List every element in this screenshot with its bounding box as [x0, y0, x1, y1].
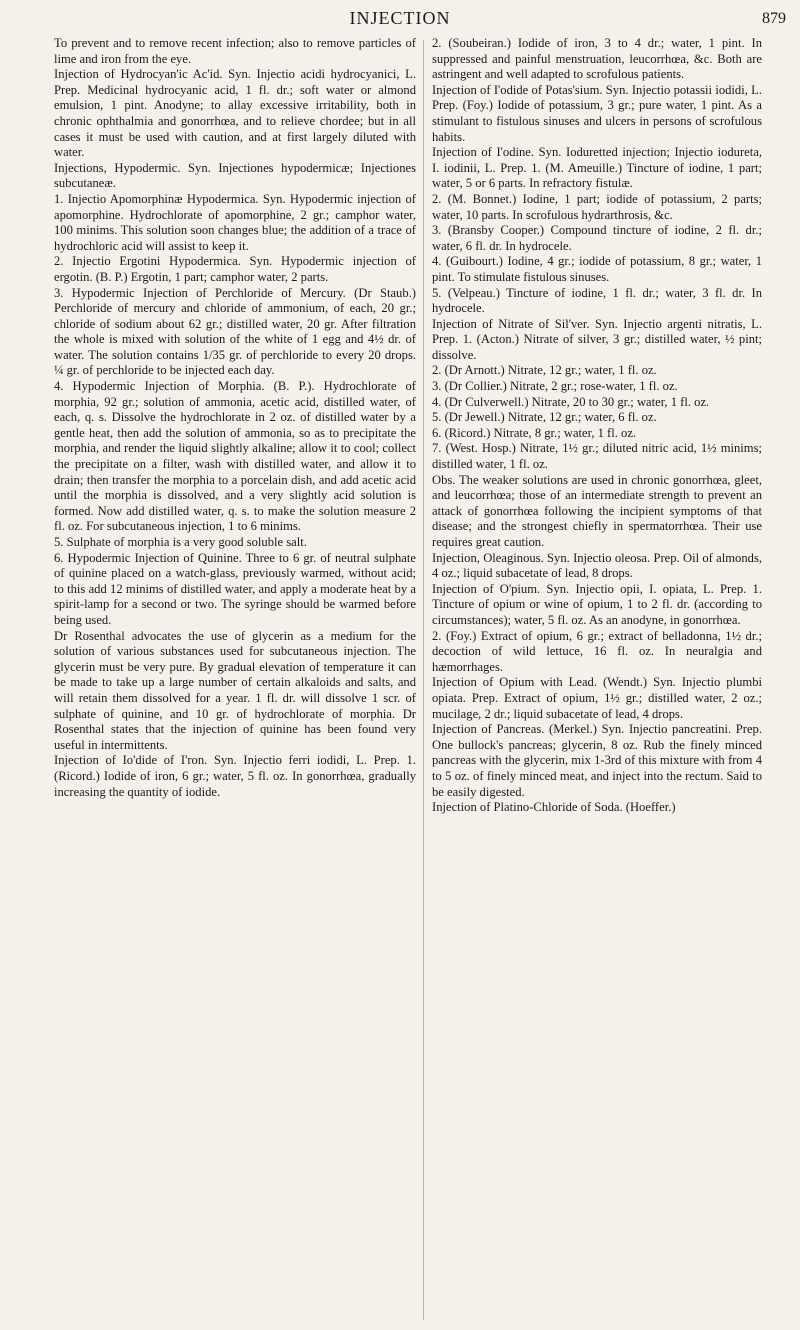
paragraph: 4. Hypodermic Injection of Morphia. (B. P.). Hydrochlorate of morphia, 92 gr.; solution of ammonia, acetic acid, distilled water, of each, q. s. Dissolve the hydrochlorate in 2 oz. of distilled water by a gentle heat, then add the solution of ammonia, so as to precipitate the morphia, and render the liquid slightly alkaline; allow it to cool; collect the precipitate on a filter, wash with distilled water, and allow it to drain; then transfer the morphia to a porcelain dish, and add acetic acid until the morphia is dissolved, and a very slightly acid solution is formed. Now add distilled water, q. s. to make the solution measure 2 fl. oz. For subcutaneous injection, 1 to 6 minims.: [54, 379, 416, 534]
paragraph: 2. (Soubeiran.) Iodide of iron, 3 to 4 dr.; water, 1 pint. In suppressed and painful menstruation, leucorrhœa, &c. Both are astringent and well adapted to scrofulous patients.: [432, 36, 762, 82]
paragraph: Injection of Platino-Chloride of Soda. (Hoeffer.): [432, 800, 676, 815]
left-column: [54, 36, 416, 800]
paragraph: 3. Hypodermic Injection of Perchloride of Mercury. (Dr Staub.) Perchloride of mercury and chloride of ammonium, of each, 20 gr.; chloride of sodium about 62 gr.; distilled water, 20 gr. After filtration the whole is mixed with solution of the white of 1 egg and 4½ dr. of water. The solution contains 1/35 gr. of perchloride to every 20 drops. ¼ gr. of perchloride to be injected each day.: [54, 285, 416, 378]
paragraph: 5. Sulphate of morphia is a very good soluble salt.: [54, 535, 307, 549]
paragraph: Injection of I'odine. Syn. Ioduretted injection; Injectio iodureta, I. iodinii, L. Prep. 1. (M. Ameuille.) Tincture of iodine, 1 part; water, 5 or 6 parts. In refractory fistulæ.: [432, 145, 762, 191]
paragraph: Injection of Nitrate of Sil'ver. Syn. Injectio argenti nitratis, L. Prep. 1. (Acton.) Nitrate of silver, 3 gr.; distilled water, ½ pint; dissolve.: [432, 316, 762, 362]
right-column: [432, 36, 762, 816]
paragraph: 3. (Bransby Cooper.) Compound tincture of iodine, 2 fl. dr.; water, 6 fl. dr. In hydrocele.: [432, 223, 762, 253]
paragraph: 2. Injectio Ergotini Hypodermica. Syn. Hypodermic injection of ergotin. (B. P.) Ergotin, 1 part; camphor water, 2 parts.: [54, 254, 416, 284]
paragraph: Injection of Pancreas. (Merkel.) Syn. Injectio pancreatini. Prep. One bullock's pancreas; glycerin, 8 oz. Rub the finely minced pancreas with the glycerin, mix 1-3rd of this mixture with from 4 to 5 oz. of finely minced meat, and inject into the rectum. Said to be easily digested.: [432, 722, 762, 799]
paragraph: Injection of Io'dide of I'ron. Syn. Injectio ferri iodidi, L. Prep. 1. (Ricord.) Iodide of iron, 6 gr.; water, 5 fl. oz. In gonorrhœa, gradually increasing the quantity of iodide.: [54, 753, 416, 799]
paragraph: 4. (Dr Culverwell.) Nitrate, 20 to 30 gr.; water, 1 fl. oz.: [432, 394, 710, 409]
page-header: [0, 6, 800, 36]
paragraph: 6. (Ricord.) Nitrate, 8 gr.; water, 1 fl. oz.: [432, 425, 637, 440]
paragraph: Dr Rosenthal advocates the use of glycerin as a medium for the solution of various substances used for subcutaneous injection. The glycerin must be very pure. By gradual elevation of temperature it can be made to take up a large number of certain alkaloids and salts, and will retain them dissolved for a year. 1 fl. dr. will dissolve 1 scr. of sulphate of quinine, and 10 gr. of hydrochlorate of morphia. Dr Rosenthal states that the injection of quinine has been found very useful in intermittents.: [54, 628, 416, 752]
paragraph: 5. (Velpeau.) Tincture of iodine, 1 fl. dr.; water, 3 fl. dr. In hydrocele.: [432, 285, 762, 316]
paragraph: 1. Injectio Apomorphinæ Hypodermica. Syn. Hypodermic injection of apomorphine. Hydrochlorate of apomorphine, 2 gr.; camphor water, 100 minims. This solution soon changes blue; the addition of a trace of hydrochloric acid will assist to keep it.: [54, 191, 416, 253]
paragraph: Obs. The weaker solutions are used in chronic gonorrhœa, gleet, and leucorrhœa; those of an intermediate strength to prevent an attack of gonorrhœa following the incipient symptoms of that disease; and the strongest chiefly in spermatorrhœa. Their use requires great caution.: [432, 472, 762, 549]
paragraph: Injections, Hypodermic. Syn. Injectiones hypodermicæ; Injectiones subcutaneæ.: [54, 160, 416, 191]
paragraph: To prevent and to remove recent infection; also to remove particles of lime and iron from the eye.: [54, 36, 416, 66]
paragraph: Injection of Hydrocyan'ic Ac'id. Syn. Injectio acidi hydrocyanici, L. Prep. Medicinal hydrocyanic acid, 1 fl. dr.; soft water or almond emulsion, 1 pint. Anodyne; to allay excessive irritability, both in chronic ophthalmia and gonorrhœa, and to relieve chordee; but in all cases it must be used with caution, and at first largely diluted with water.: [54, 67, 416, 160]
paragraph: Injection of Opium with Lead. (Wendt.) Syn. Injectio plumbi opiata. Prep. Extract of opium, 1½ gr.; distilled water, 2 oz.; mucilage, 2 dr.; liquid subacetate of lead, 4 drops.: [432, 675, 762, 721]
paragraph: Injection of I'odide of Potas'sium. Syn. Injectio potassii iodidi, L. Prep. (Foy.) Iodide of potassium, 3 gr.; pure water, 1 pint. As a stimulant to fistulous sinuses and ulcers in persons of scrofulous habits.: [432, 82, 762, 144]
paragraph: 2. (Dr Arnott.) Nitrate, 12 gr.; water, 1 fl. oz.: [432, 363, 657, 378]
paragraph: 7. (West. Hosp.) Nitrate, 1½ gr.; diluted nitric acid, 1½ minims; distilled water, 1 fl. oz.: [432, 441, 762, 472]
paragraph: Injection, Oleaginous. Syn. Injectio oleosa. Prep. Oil of almonds, 4 oz.; liquid subacetate of lead, 8 drops.: [432, 550, 762, 581]
paragraph: Injection of O'pium. Syn. Injectio opii, I. opiata, L. Prep. 1. Tincture of opium or wine of opium, 1 to 2 fl. dr. (according to circumstances); water, 5 fl. oz. As an anodyne, in gonorrhœa.: [432, 581, 762, 627]
paragraph: 3. (Dr Collier.) Nitrate, 2 gr.; rose-water, 1 fl. oz.: [432, 379, 678, 394]
paragraph: 2. (M. Bonnet.) Iodine, 1 part; iodide of potassium, 2 parts; water, 10 parts. In scrofulous hydrarthrosis, &c.: [432, 191, 762, 222]
running-title: INJECTION: [349, 8, 451, 28]
paragraph: 5. (Dr Jewell.) Nitrate, 12 gr.; water, 6 fl. oz.: [432, 410, 657, 425]
paragraph: 2. (Foy.) Extract of opium, 6 gr.; extract of belladonna, 1½ dr.; decoction of wild lettuce, 16 fl. oz. In neuralgia and hæmorrhages.: [432, 628, 762, 674]
paragraph: 6. Hypodermic Injection of Quinine. Three to 6 gr. of neutral sulphate of quinine placed on a watch-glass, previously warmed, without acid; to this add 12 minims of distilled water, and apply a moderate heat by a spirit-lamp for a second or two. The syringe should be warmed before being used.: [54, 550, 416, 627]
page-number: 879: [762, 10, 786, 27]
column-divider: [423, 40, 424, 1320]
paragraph: 4. (Guibourt.) Iodine, 4 gr.; iodide of potassium, 8 gr.; water, 1 pint. To stimulate fistulous sinuses.: [432, 254, 762, 284]
